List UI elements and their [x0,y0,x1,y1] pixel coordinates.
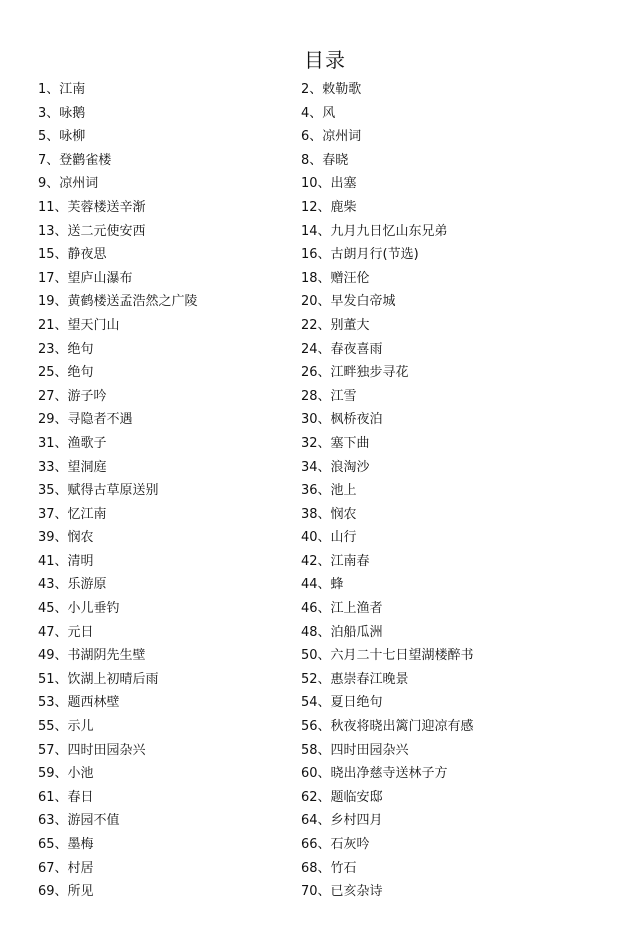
toc-entry: 61、春日 [38,789,94,805]
toc-entry: 54、夏日绝句 [301,695,383,711]
toc-entry: 60、晓出净慈寺送林子方 [301,766,448,782]
toc-entry: 3、咏鹅 [38,105,86,121]
toc-entry: 57、四时田园杂兴 [38,742,146,758]
toc-entry: 59、小池 [38,766,94,782]
toc-entry: 39、悯农 [38,530,94,546]
toc-entry: 26、江畔独步寻花 [301,365,409,381]
toc-entry: 30、枫桥夜泊 [301,412,383,428]
toc-entry: 23、绝句 [38,341,94,357]
toc-entry: 52、惠崇春江晚景 [301,671,409,687]
toc-entry: 47、元日 [38,624,94,640]
toc-entry: 55、示儿 [38,719,94,735]
toc-entry: 27、游子吟 [38,388,107,404]
toc-entry: 53、题西林壁 [38,695,120,711]
toc-entry: 13、送二元使安西 [38,223,146,239]
toc-entry: 5、咏柳 [38,129,86,145]
toc-entry: 18、赠汪伦 [301,270,370,286]
toc-entry: 28、江雪 [301,388,357,404]
toc-entry: 12、鹿柴 [301,199,357,215]
toc-entry: 62、题临安邸 [301,789,383,805]
toc-entry: 45、小儿垂钓 [38,601,120,617]
toc-entry: 37、忆江南 [38,506,107,522]
toc-entry: 65、墨梅 [38,837,94,852]
toc-entry: 11、芙蓉楼送辛渐 [38,199,146,215]
toc-entry: 36、池上 [301,483,357,499]
toc-entry: 31、渔歌子 [38,435,107,451]
toc-entry: 64、乡村四月 [301,813,383,829]
toc-entry: 8、春晓 [301,152,349,168]
toc-entry: 51、饮湖上初晴后雨 [38,671,159,687]
toc-entry: 7、登鹳雀楼 [38,152,112,168]
toc-entry: 19、黄鹤楼送孟浩然之广陵 [38,294,198,310]
toc-entry: 67、村居 [38,860,94,876]
toc-entry: 6、凉州词 [301,129,362,145]
toc-entry: 15、静夜思 [38,247,107,263]
toc-entry: 48、泊船瓜洲 [301,624,383,640]
toc-entry: 14、九月九日忆山东兄弟 [301,223,448,239]
toc-entry: 58、四时田园杂兴 [301,742,409,758]
toc-entry: 70、已亥杂诗 [301,884,383,900]
toc-entry: 29、寻隐者不遇 [38,412,133,428]
toc-entry: 43、乐游原 [38,577,107,593]
toc-entry: 35、赋得古草原送别 [38,483,159,499]
toc-entry: 16、古朗月行(节选) [301,247,419,263]
toc-entry: 56、秋夜将晓出篱门迎凉有感 [301,719,474,735]
toc-entry: 50、六月二十七日望湖楼醉书 [301,648,474,664]
toc-entry: 10、出塞 [301,176,357,192]
toc-entry: 1、江南 [38,82,86,97]
toc-entry: 32、塞下曲 [301,435,370,451]
toc-entry: 4、风 [301,105,336,121]
toc-entry: 44、蜂 [301,577,344,593]
toc-entry: 24、春夜喜雨 [301,341,383,357]
toc-entry: 20、早发白帝城 [301,294,396,310]
toc-entry: 17、望庐山瀑布 [38,270,133,286]
toc-entry: 49、书湖阴先生壁 [38,648,146,664]
toc-entry: 21、望天门山 [38,317,120,333]
toc-entry: 68、竹石 [301,860,357,876]
toc-entry: 38、悯农 [301,506,357,522]
toc-entry: 42、江南春 [301,553,370,569]
toc-entry: 25、绝句 [38,365,94,381]
toc-entry: 46、江上渔者 [301,601,383,617]
page-title: 目录 [304,48,346,73]
toc-entry: 33、望洞庭 [38,459,107,475]
toc-entry: 34、浪淘沙 [301,459,370,475]
toc-entry: 40、山行 [301,530,357,546]
toc-entry: 9、凉州词 [38,176,99,192]
toc-entry: 41、清明 [38,553,94,569]
toc-entry: 2、敕勒歌 [301,82,362,97]
toc-entry: 63、游园不值 [38,813,120,829]
toc-entry: 69、所见 [38,884,94,900]
table-of-contents [38,80,598,906]
toc-entry: 22、别董大 [301,317,370,333]
toc-entry: 66、石灰吟 [301,837,370,852]
